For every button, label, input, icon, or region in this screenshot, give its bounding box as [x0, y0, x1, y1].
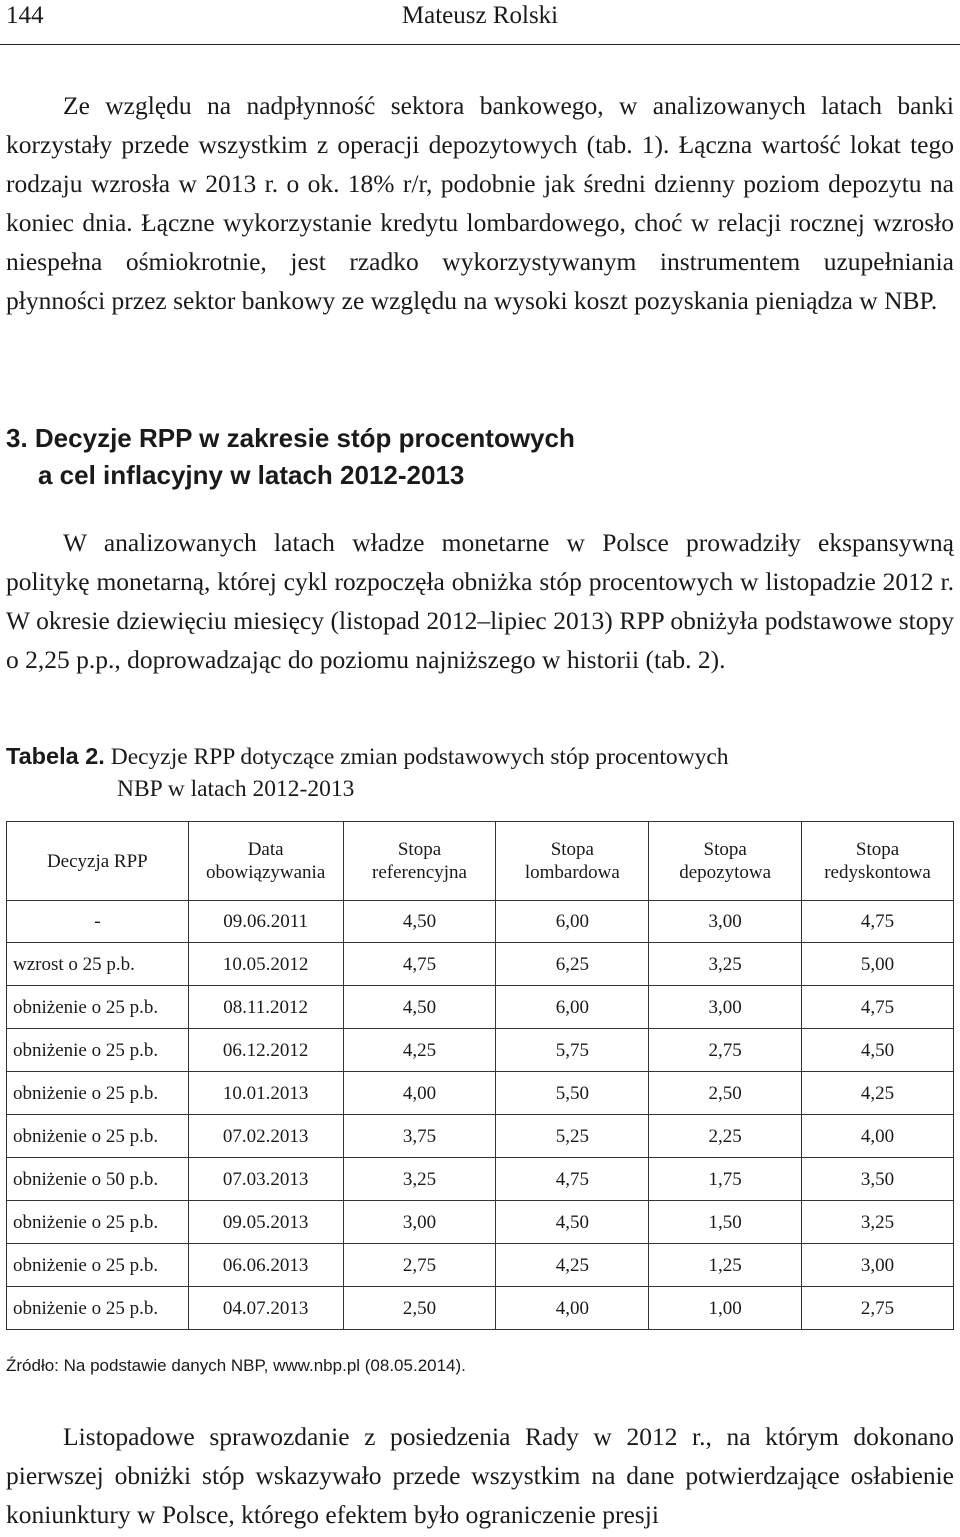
cell-rediscount-rate: 3,25	[802, 1201, 954, 1244]
cell-date: 09.05.2013	[188, 1201, 343, 1244]
cell-date: 06.12.2012	[188, 1029, 343, 1072]
cell-decision: wzrost o 25 p.b.	[7, 943, 189, 986]
cell-lombard-rate: 5,50	[496, 1072, 649, 1115]
cell-deposit-rate: 1,50	[649, 1201, 802, 1244]
cell-decision: -	[7, 901, 189, 943]
table-row	[7, 1201, 954, 1244]
cell-rediscount-rate: 3,50	[802, 1158, 954, 1201]
cell-reference-rate: 2,50	[343, 1287, 496, 1330]
cell-reference-rate: 4,50	[343, 986, 496, 1029]
cell-lombard-rate: 6,00	[496, 901, 649, 943]
header-deposit-rate: Stopa depozytowa	[649, 822, 802, 901]
paragraph-liquidity	[6, 86, 954, 320]
table-caption-line2: NBP w latach 2012-2013	[117, 776, 355, 802]
table-caption-label: Tabela 2.	[6, 743, 105, 769]
cell-date: 07.03.2013	[188, 1158, 343, 1201]
paragraph-november-report-text: Listopadowe sprawozdanie z posiedzenia Rady w 2012 r., na którym dokonano pierwszej obniżki stóp wskazywało przede wszystkim na dane potwierdzające osłabienie koniunktury w Polsce, którego efektem było ograniczenie presji	[6, 1422, 954, 1529]
cell-rediscount-rate: 2,75	[802, 1287, 954, 1330]
table-row	[7, 1029, 954, 1072]
rates-table	[6, 821, 954, 1330]
table-row	[7, 1072, 954, 1115]
cell-rediscount-rate: 4,00	[802, 1115, 954, 1158]
cell-deposit-rate: 3,00	[649, 901, 802, 943]
cell-date: 04.07.2013	[188, 1287, 343, 1330]
cell-reference-rate: 4,50	[343, 901, 496, 943]
cell-decision: obniżenie o 25 p.b.	[7, 1029, 189, 1072]
table-caption	[6, 740, 729, 805]
cell-deposit-rate: 3,25	[649, 943, 802, 986]
cell-date: 10.01.2013	[188, 1072, 343, 1115]
table-row	[7, 1244, 954, 1287]
section-heading-line1: 3. Decyzje RPP w zakresie stóp procentowych	[6, 423, 575, 453]
cell-deposit-rate: 1,75	[649, 1158, 802, 1201]
table-caption-line1: Decyzje RPP dotyczące zmian podstawowych stóp procentowych	[110, 744, 729, 770]
cell-reference-rate: 3,25	[343, 1158, 496, 1201]
cell-rediscount-rate: 3,00	[802, 1244, 954, 1287]
cell-decision: obniżenie o 25 p.b.	[7, 1287, 189, 1330]
cell-rediscount-rate: 4,50	[802, 1029, 954, 1072]
cell-reference-rate: 4,00	[343, 1072, 496, 1115]
section-heading	[6, 420, 575, 494]
header-rediscount-rate: Stopa redyskontowa	[802, 822, 954, 901]
cell-lombard-rate: 4,00	[496, 1287, 649, 1330]
cell-reference-rate: 4,25	[343, 1029, 496, 1072]
cell-lombard-rate: 6,00	[496, 986, 649, 1029]
table-row	[7, 1115, 954, 1158]
cell-deposit-rate: 2,50	[649, 1072, 802, 1115]
table-header-row	[7, 822, 954, 901]
cell-decision: obniżenie o 50 p.b.	[7, 1158, 189, 1201]
cell-date: 07.02.2013	[188, 1115, 343, 1158]
cell-decision: obniżenie o 25 p.b.	[7, 1201, 189, 1244]
cell-rediscount-rate: 4,75	[802, 986, 954, 1029]
cell-decision: obniżenie o 25 p.b.	[7, 1244, 189, 1287]
cell-deposit-rate: 2,75	[649, 1029, 802, 1072]
page-header	[0, 0, 960, 45]
cell-deposit-rate: 1,25	[649, 1244, 802, 1287]
paragraph-november-report	[6, 1417, 954, 1534]
paragraph-monetary-policy-text: W analizowanych latach władze monetarne w Polsce prowadziły ekspansywną politykę monetarną, której cykl rozpoczęła obniżka stóp procentowych w listopadzie 2012 r. W okresie dziewięciu miesięcy (listopad 2012–lipiec 2013) RPP obniżyła podstawowe stopy o 2,25 p.p., doprowadzając do poziomu najniższego w historii (tab. 2).	[6, 528, 954, 674]
cell-rediscount-rate: 4,25	[802, 1072, 954, 1115]
table-row	[7, 1158, 954, 1201]
cell-date: 10.05.2012	[188, 943, 343, 986]
cell-deposit-rate: 3,00	[649, 986, 802, 1029]
paragraph-monetary-policy	[6, 523, 954, 679]
table-row	[7, 1287, 954, 1330]
header-lombard-rate: Stopa lombardowa	[496, 822, 649, 901]
table-source-note: Źródło: Na podstawie danych NBP, www.nbp.pl (08.05.2014).	[6, 1356, 466, 1375]
cell-lombard-rate: 5,25	[496, 1115, 649, 1158]
cell-lombard-rate: 6,25	[496, 943, 649, 986]
cell-reference-rate: 3,75	[343, 1115, 496, 1158]
cell-decision: obniżenie o 25 p.b.	[7, 1115, 189, 1158]
header-date: Data obowiązywania	[188, 822, 343, 901]
running-head-author: Mateusz Rolski	[401, 2, 559, 29]
page-number: 144	[6, 2, 44, 29]
cell-lombard-rate: 4,75	[496, 1158, 649, 1201]
cell-reference-rate: 3,00	[343, 1201, 496, 1244]
section-heading-line2: a cel inflacyjny w latach 2012-2013	[38, 460, 465, 490]
table-row	[7, 901, 954, 943]
cell-decision: obniżenie o 25 p.b.	[7, 986, 189, 1029]
cell-date: 09.06.2011	[188, 901, 343, 943]
cell-lombard-rate: 4,25	[496, 1244, 649, 1287]
cell-rediscount-rate: 5,00	[802, 943, 954, 986]
cell-date: 06.06.2013	[188, 1244, 343, 1287]
cell-decision: obniżenie o 25 p.b.	[7, 1072, 189, 1115]
table-row	[7, 986, 954, 1029]
cell-rediscount-rate: 4,75	[802, 901, 954, 943]
cell-reference-rate: 4,75	[343, 943, 496, 986]
table-row	[7, 943, 954, 986]
cell-deposit-rate: 1,00	[649, 1287, 802, 1330]
cell-lombard-rate: 4,50	[496, 1201, 649, 1244]
cell-reference-rate: 2,75	[343, 1244, 496, 1287]
paragraph-liquidity-text: Ze względu na nadpłynność sektora bankowego, w analizowanych latach banki korzystały przede wszystkim z operacji depozytowych (tab. 1). Łączna wartość lokat tego rodzaju wzrosła w 2013 r. o ok. 18% r/r, podobnie jak średni dzienny poziom depozytu na koniec dnia. Łączne wykorzystanie kredytu lombardowego, choć w relacji rocznej wzrosło niespełna ośmiokrotnie, jest rzadko wykorzystywanym instrumentem uzupełniania płynności przez sektor bankowy ze względu na wysoki koszt pozyskania pieniądza w NBP.	[6, 91, 954, 315]
cell-lombard-rate: 5,75	[496, 1029, 649, 1072]
header-reference-rate: Stopa referencyjna	[343, 822, 496, 901]
header-decision: Decyzja RPP	[7, 822, 189, 901]
cell-deposit-rate: 2,25	[649, 1115, 802, 1158]
cell-date: 08.11.2012	[188, 986, 343, 1029]
